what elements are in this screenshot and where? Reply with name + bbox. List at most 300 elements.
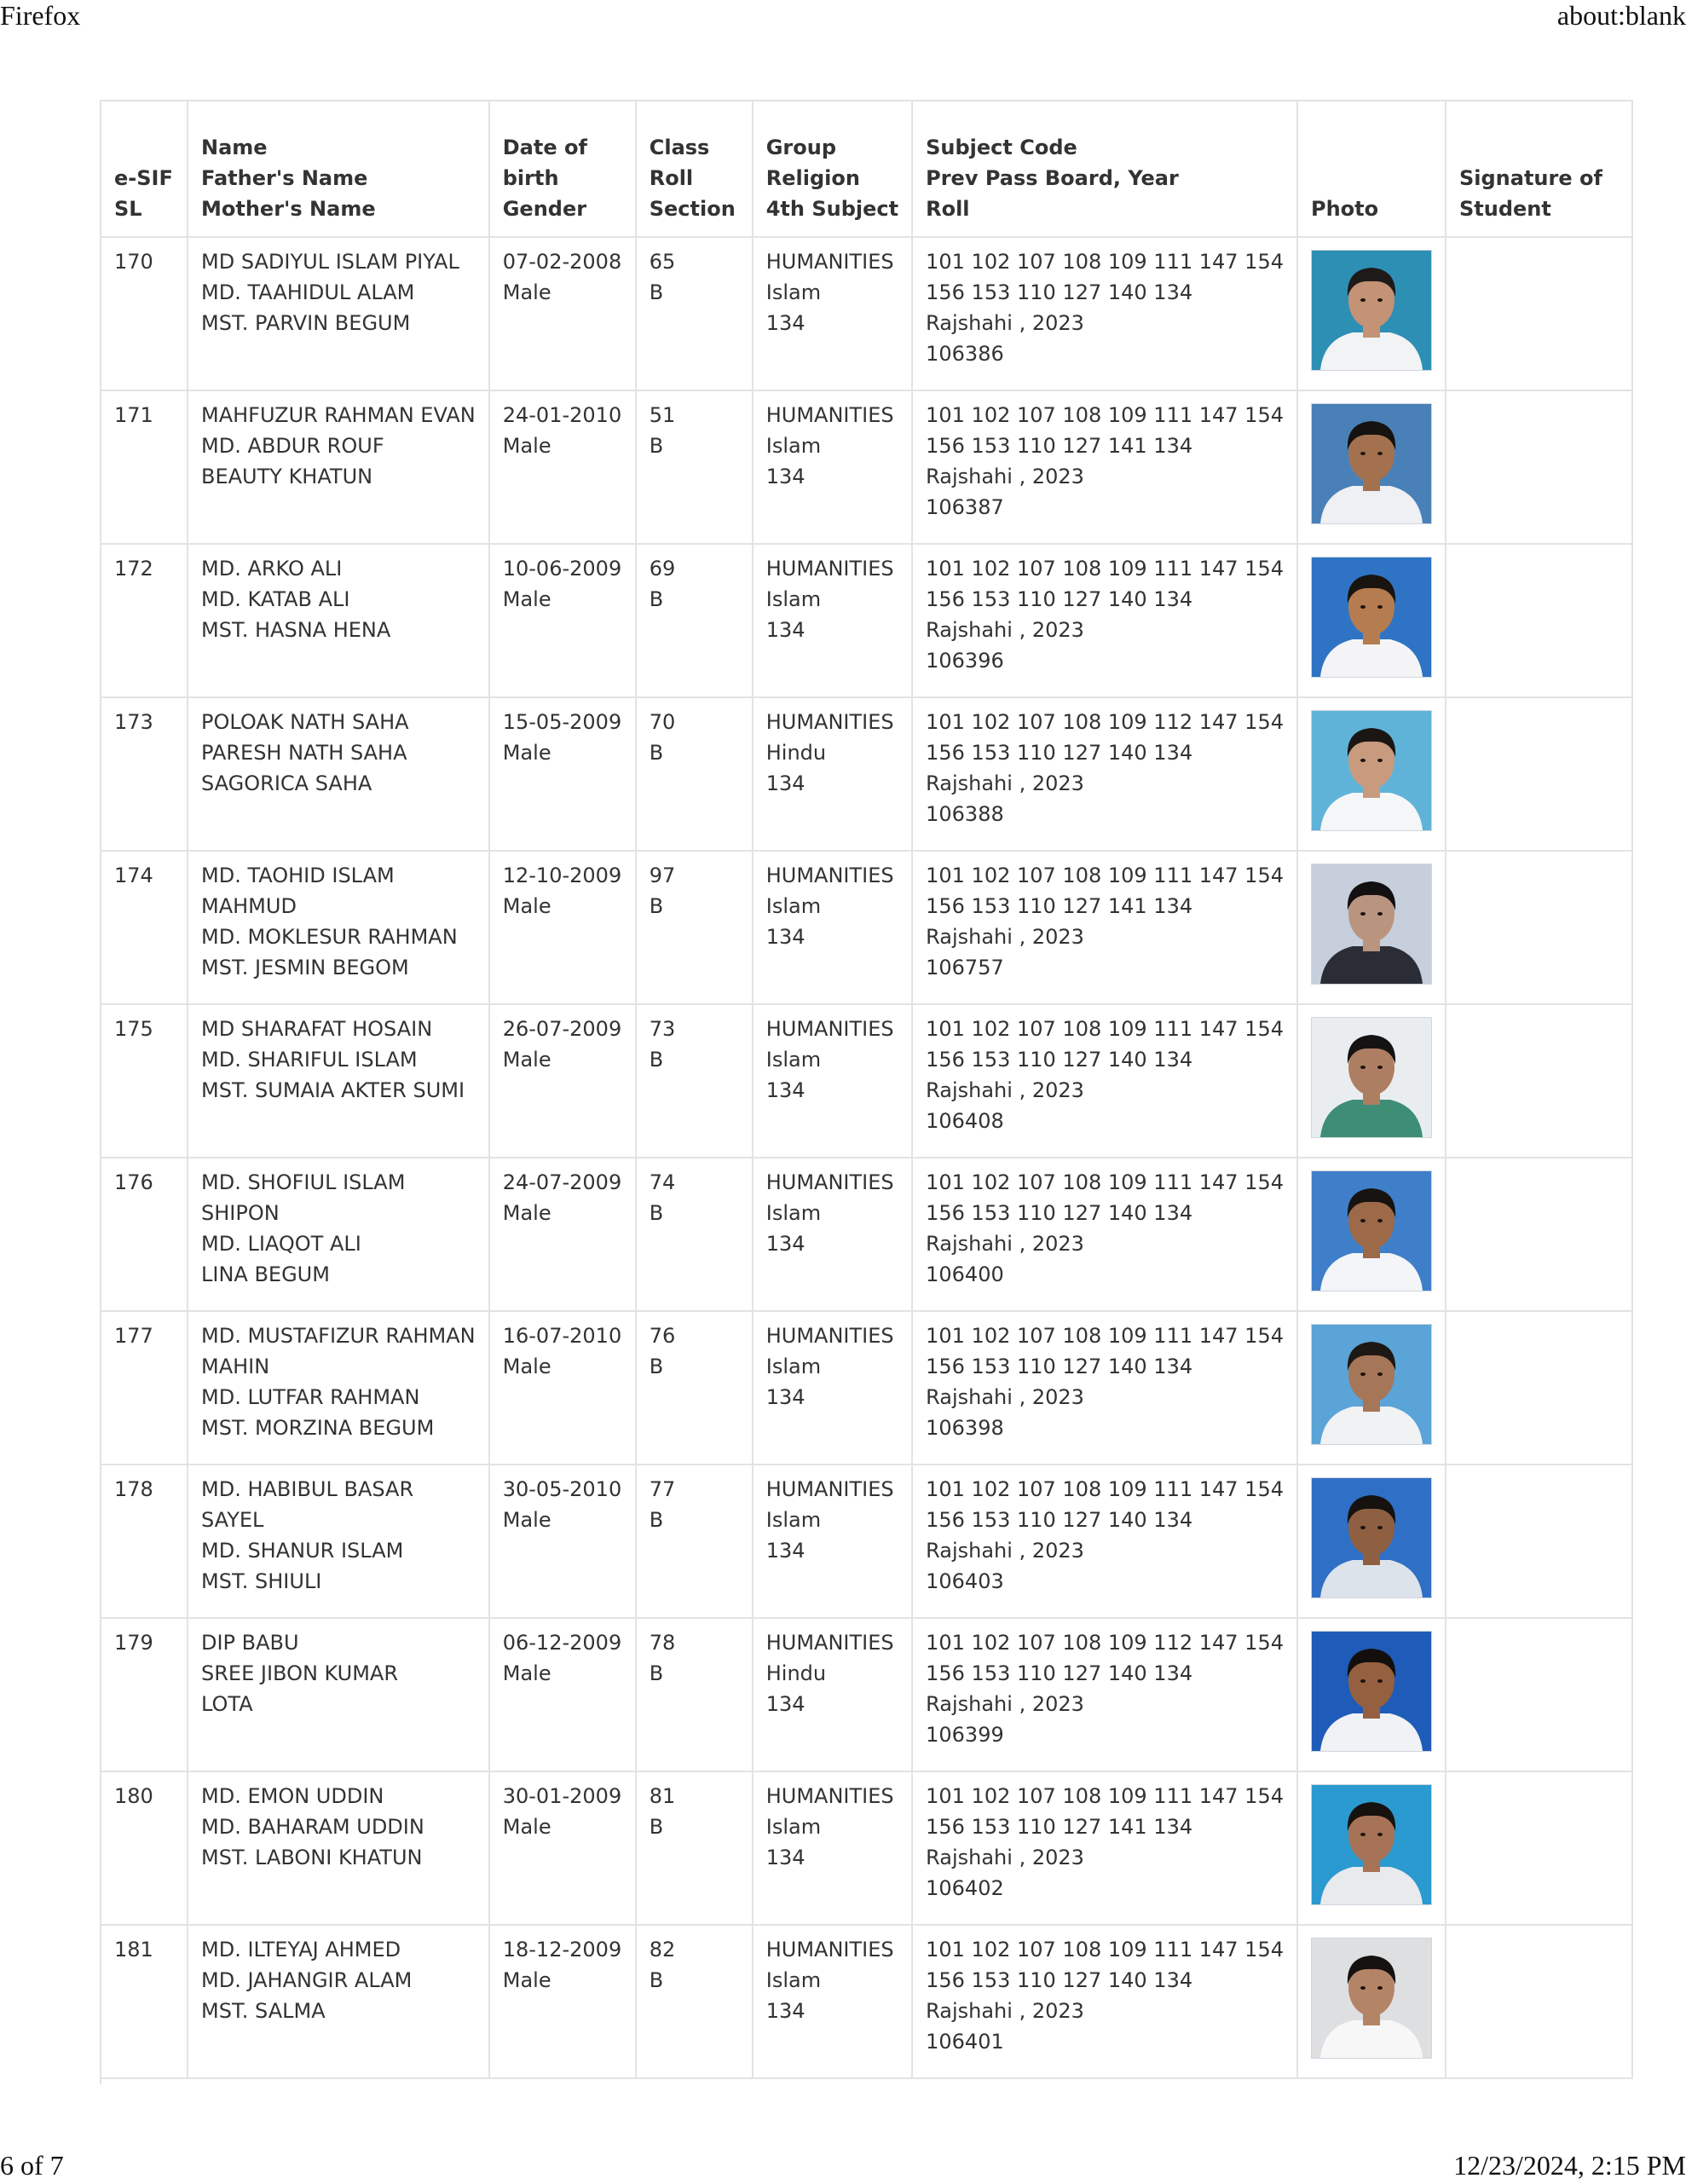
photo-cell: [1297, 1925, 1446, 2078]
subject-board-cell: [912, 1311, 1297, 1465]
student-name: MD SADIYUL ISLAM PIYAL: [201, 250, 459, 274]
student-name: MD. MUSTAFIZUR RAHMAN: [201, 1324, 476, 1348]
father-name: MD. KATAB ALI: [201, 587, 350, 611]
mother-name: MST. SALMA: [201, 1999, 326, 2023]
header-label: Group: [765, 136, 837, 159]
gender: Male: [502, 741, 551, 765]
group: HUMANITIES: [765, 1631, 894, 1655]
group-cell: [753, 1618, 912, 1771]
photo-left-eye: [1360, 298, 1366, 302]
photo-left-eye: [1360, 1066, 1366, 1069]
subject-board-cell: [912, 851, 1297, 1004]
photo-right-eye: [1377, 1066, 1383, 1069]
father-name: MD. LIAQOT ALI: [201, 1232, 361, 1256]
group: HUMANITIES: [765, 250, 894, 274]
serial-cell: [101, 390, 188, 544]
portrait-image: [1312, 1785, 1431, 1904]
serial-number: 170: [114, 250, 153, 274]
dob-gender-cell: [489, 1158, 636, 1311]
prev-roll: 106396: [926, 649, 1004, 673]
photo-right-eye: [1377, 1219, 1383, 1222]
prev-roll: 106402: [926, 1876, 1004, 1900]
class-roll: 76: [649, 1324, 676, 1348]
header-signature: [1446, 101, 1632, 237]
names-cell: [188, 1158, 489, 1311]
mother-name: MST. PARVIN BEGUM: [201, 311, 411, 335]
prev-roll: 106387: [926, 495, 1004, 519]
table-header-row: [101, 101, 1632, 237]
signature-cell: [1446, 1925, 1632, 2078]
header-label: Roll: [926, 197, 970, 221]
student-name: POLOAK NATH SAHA: [201, 710, 409, 734]
portrait-image: [1312, 1478, 1431, 1598]
prev-pass-board-year: Rajshahi , 2023: [926, 1846, 1084, 1869]
photo-right-eye: [1377, 1833, 1383, 1836]
class-roll: 82: [649, 1938, 676, 1962]
class-roll: 78: [649, 1631, 676, 1655]
prev-roll: 106757: [926, 956, 1004, 979]
photo-left-eye: [1360, 1219, 1366, 1222]
photo-cell: [1297, 1311, 1446, 1465]
roll-section-cell: [636, 1158, 753, 1311]
signature-cell: [1446, 390, 1632, 544]
header-photo: [1297, 101, 1446, 237]
photo-cell: [1297, 390, 1446, 544]
dob-gender-cell: [489, 1465, 636, 1618]
class-roll: 77: [649, 1477, 676, 1501]
subject-codes: 156 153 110 127 141 134: [926, 1815, 1193, 1839]
signature-cell: [1446, 1618, 1632, 1771]
photo-cell: [1297, 1158, 1446, 1311]
date-of-birth: 12-10-2009: [502, 864, 622, 887]
mother-name: BEAUTY KHATUN: [201, 465, 373, 488]
header-label: Prev Pass Board, Year: [926, 166, 1179, 190]
table-row: [101, 544, 1632, 697]
subject-codes: 101 102 107 108 109 111 147 154: [926, 250, 1284, 274]
subject-board-cell: [912, 1925, 1297, 2078]
religion: Islam: [765, 1968, 822, 1992]
date-of-birth: 10-06-2009: [502, 557, 622, 581]
group: HUMANITIES: [765, 864, 894, 887]
fourth-subject: 134: [765, 771, 805, 795]
serial-cell: [101, 1465, 188, 1618]
group-cell: [753, 697, 912, 851]
header-label: Subject Code: [926, 136, 1077, 159]
prev-roll: 106386: [926, 342, 1004, 366]
roll-section-cell: [636, 544, 753, 697]
group-cell: [753, 1771, 912, 1925]
names-cell: [188, 237, 489, 390]
section: B: [649, 894, 664, 918]
student-photo: [1311, 1170, 1432, 1291]
names-cell: [188, 1311, 489, 1465]
mother-name: MST. LABONI KHATUN: [201, 1846, 423, 1869]
header-group-religion-subject: [753, 101, 912, 237]
prev-pass-board-year: Rajshahi , 2023: [926, 1078, 1084, 1102]
fourth-subject: 134: [765, 1539, 805, 1563]
subject-codes: 156 153 110 127 140 134: [926, 587, 1193, 611]
student-photo: [1311, 557, 1432, 678]
table-row: [101, 237, 1632, 390]
gender: Male: [502, 280, 551, 304]
subject-board-cell: [912, 544, 1297, 697]
subject-codes: 101 102 107 108 109 111 147 154: [926, 1784, 1284, 1808]
father-name: PARESH NATH SAHA: [201, 741, 407, 765]
date-of-birth: 15-05-2009: [502, 710, 622, 734]
date-of-birth: 07-02-2008: [502, 250, 622, 274]
table-row: [101, 1925, 1632, 2078]
header-label: Date of: [502, 136, 587, 159]
section: B: [649, 1201, 664, 1225]
signature-cell: [1446, 544, 1632, 697]
date-of-birth: 24-07-2009: [502, 1170, 622, 1194]
subject-codes: 101 102 107 108 109 111 147 154: [926, 1938, 1284, 1962]
prev-pass-board-year: Rajshahi , 2023: [926, 1539, 1084, 1563]
header-label: Name: [201, 136, 268, 159]
header-class-roll-section: [636, 101, 753, 237]
photo-right-eye: [1377, 1526, 1383, 1529]
signature-cell: [1446, 697, 1632, 851]
prev-roll: 106398: [926, 1416, 1004, 1440]
subject-codes: 101 102 107 108 109 112 147 154: [926, 710, 1284, 734]
mother-name: SAGORICA SAHA: [201, 771, 372, 795]
group-cell: [753, 1311, 912, 1465]
photo-left-eye: [1360, 912, 1366, 916]
photo-cell: [1297, 697, 1446, 851]
names-cell: [188, 1771, 489, 1925]
photo-right-eye: [1377, 605, 1383, 609]
father-name: MD. TAAHIDUL ALAM: [201, 280, 415, 304]
religion: Islam: [765, 434, 822, 458]
photo-right-eye: [1377, 1372, 1383, 1376]
fourth-subject: 134: [765, 1385, 805, 1409]
section: B: [649, 434, 664, 458]
photo-cell: [1297, 544, 1446, 697]
serial-number: 177: [114, 1324, 153, 1348]
photo-left-eye: [1360, 1526, 1366, 1529]
group: HUMANITIES: [765, 1324, 894, 1348]
roll-section-cell: [636, 851, 753, 1004]
browser-name: Firefox: [0, 0, 81, 31]
portrait-image: [1312, 251, 1431, 370]
fourth-subject: 134: [765, 1846, 805, 1869]
class-roll: 73: [649, 1017, 676, 1041]
subject-board-cell: [912, 1004, 1297, 1158]
header-label: Student: [1458, 197, 1551, 221]
header-label: Signature of: [1458, 166, 1602, 190]
prev-pass-board-year: Rajshahi , 2023: [926, 771, 1084, 795]
table-row: [101, 1618, 1632, 1771]
subject-board-cell: [912, 697, 1297, 851]
section: B: [649, 1661, 664, 1685]
religion: Islam: [765, 1201, 822, 1225]
table-edge-continuation: [100, 2008, 101, 2084]
subject-codes: 156 153 110 127 140 134: [926, 1201, 1193, 1225]
photo-left-eye: [1360, 1986, 1366, 1990]
dob-gender-cell: [489, 1311, 636, 1465]
header-label: 4th Subject: [765, 197, 899, 221]
group: HUMANITIES: [765, 557, 894, 581]
section: B: [649, 587, 664, 611]
header-label: Gender: [502, 197, 587, 221]
signature-cell: [1446, 1311, 1632, 1465]
student-photo: [1311, 250, 1432, 371]
photo-cell: [1297, 1465, 1446, 1618]
header-label: birth: [502, 166, 559, 190]
subject-codes: 101 102 107 108 109 111 147 154: [926, 1324, 1284, 1348]
subject-codes: 156 153 110 127 141 134: [926, 434, 1193, 458]
portrait-image: [1312, 1171, 1431, 1291]
mother-name: MST. JESMIN BEGOM: [201, 956, 409, 979]
table-row: [101, 1771, 1632, 1925]
header-label: SL: [114, 197, 142, 221]
religion: Islam: [765, 280, 822, 304]
date-of-birth: 30-01-2009: [502, 1784, 622, 1808]
photo-cell: [1297, 1004, 1446, 1158]
names-cell: [188, 1618, 489, 1771]
date-of-birth: 18-12-2009: [502, 1938, 622, 1962]
religion: Hindu: [765, 1661, 827, 1685]
roll-section-cell: [636, 1618, 753, 1771]
signature-cell: [1446, 1158, 1632, 1311]
fourth-subject: 134: [765, 1692, 805, 1716]
subject-codes: 101 102 107 108 109 111 147 154: [926, 1170, 1284, 1194]
signature-cell: [1446, 237, 1632, 390]
date-of-birth: 26-07-2009: [502, 1017, 622, 1041]
gender: Male: [502, 894, 551, 918]
serial-cell: [101, 697, 188, 851]
mother-name: LOTA: [201, 1692, 253, 1716]
class-roll: 69: [649, 557, 676, 581]
gender: Male: [502, 1661, 551, 1685]
header-label: Mother's Name: [201, 197, 376, 221]
serial-number: 172: [114, 557, 153, 581]
subject-codes: 101 102 107 108 109 111 147 154: [926, 403, 1284, 427]
names-cell: [188, 390, 489, 544]
father-name: SREE JIBON KUMAR: [201, 1661, 398, 1685]
class-roll: 65: [649, 250, 676, 274]
section: B: [649, 1815, 664, 1839]
portrait-image: [1312, 1938, 1431, 2058]
print-timestamp: 12/23/2024, 2:15 PM: [1453, 2150, 1686, 2181]
serial-number: 180: [114, 1784, 153, 1808]
table-row: [101, 1004, 1632, 1158]
dob-gender-cell: [489, 544, 636, 697]
date-of-birth: 16-07-2010: [502, 1324, 622, 1348]
group: HUMANITIES: [765, 710, 894, 734]
dob-gender-cell: [489, 1771, 636, 1925]
serial-cell: [101, 1618, 188, 1771]
religion: Islam: [765, 1355, 822, 1378]
dob-gender-cell: [489, 697, 636, 851]
subject-codes: 156 153 110 127 140 134: [926, 1661, 1193, 1685]
prev-pass-board-year: Rajshahi , 2023: [926, 1232, 1084, 1256]
section: B: [649, 741, 664, 765]
subject-codes: 156 153 110 127 140 134: [926, 1048, 1193, 1072]
gender: Male: [502, 1815, 551, 1839]
roll-section-cell: [636, 390, 753, 544]
class-roll: 81: [649, 1784, 676, 1808]
student-name: DIP BABU: [201, 1631, 299, 1655]
portrait-image: [1312, 1018, 1431, 1137]
header-label: Photo: [1310, 197, 1379, 221]
photo-cell: [1297, 1771, 1446, 1925]
prev-roll: 106399: [926, 1723, 1004, 1747]
serial-cell: [101, 1004, 188, 1158]
class-roll: 97: [649, 864, 676, 887]
portrait-image: [1312, 1632, 1431, 1751]
student-photo: [1311, 710, 1432, 831]
serial-number: 181: [114, 1938, 153, 1962]
student-name: MD. ARKO ALI: [201, 557, 343, 581]
prev-pass-board-year: Rajshahi , 2023: [926, 311, 1084, 335]
serial-cell: [101, 1925, 188, 2078]
photo-right-eye: [1377, 759, 1383, 762]
roll-section-cell: [636, 1465, 753, 1618]
student-name: MD. ILTEYAJ AHMED: [201, 1938, 401, 1962]
group-cell: [753, 1925, 912, 2078]
student-photo: [1311, 864, 1432, 985]
student-photo: [1311, 403, 1432, 524]
prev-roll: 106408: [926, 1109, 1004, 1133]
student-photo: [1311, 1784, 1432, 1905]
group: HUMANITIES: [765, 1938, 894, 1962]
signature-cell: [1446, 1771, 1632, 1925]
group: HUMANITIES: [765, 1477, 894, 1501]
names-cell: [188, 1004, 489, 1158]
student-name: MD. EMON UDDIN: [201, 1784, 384, 1808]
student-name: MD. HABIBUL BASAR: [201, 1477, 414, 1501]
group-cell: [753, 1465, 912, 1618]
subject-codes: 156 153 110 127 140 134: [926, 741, 1193, 765]
subject-board-cell: [912, 1465, 1297, 1618]
dob-gender-cell: [489, 1925, 636, 2078]
subject-codes: 156 153 110 127 140 134: [926, 1508, 1193, 1532]
dob-gender-cell: [489, 1004, 636, 1158]
student-photo: [1311, 1631, 1432, 1752]
prev-pass-board-year: Rajshahi , 2023: [926, 1999, 1084, 2023]
class-roll: 70: [649, 710, 676, 734]
subject-codes: 101 102 107 108 109 111 147 154: [926, 1017, 1284, 1041]
portrait-image: [1312, 558, 1431, 677]
table-row: [101, 1465, 1632, 1618]
subject-board-cell: [912, 1618, 1297, 1771]
date-of-birth: 30-05-2010: [502, 1477, 622, 1501]
photo-left-eye: [1360, 1679, 1366, 1683]
student-name-cont: SHIPON: [201, 1201, 280, 1225]
student-roster-table: [100, 100, 1633, 2079]
subject-codes: 156 153 110 127 140 134: [926, 1968, 1193, 1992]
photo-left-eye: [1360, 759, 1366, 762]
mother-name: MST. HASNA HENA: [201, 618, 391, 642]
table-row: [101, 390, 1632, 544]
table-row: [101, 851, 1632, 1004]
dob-gender-cell: [489, 237, 636, 390]
religion: Islam: [765, 894, 822, 918]
serial-number: 171: [114, 403, 153, 427]
prev-roll: 106400: [926, 1262, 1004, 1286]
subject-codes: 101 102 107 108 109 112 147 154: [926, 1631, 1284, 1655]
header-label: Class: [649, 136, 710, 159]
roll-section-cell: [636, 1311, 753, 1465]
group-cell: [753, 390, 912, 544]
photo-left-eye: [1360, 1372, 1366, 1376]
roll-section-cell: [636, 697, 753, 851]
prev-roll: 106401: [926, 2030, 1004, 2054]
group-cell: [753, 544, 912, 697]
table-row: [101, 1158, 1632, 1311]
page-url: about:blank: [1556, 0, 1686, 31]
section: B: [649, 1968, 664, 1992]
names-cell: [188, 1465, 489, 1618]
group: HUMANITIES: [765, 1784, 894, 1808]
student-name-cont: MAHIN: [201, 1355, 270, 1378]
prev-pass-board-year: Rajshahi , 2023: [926, 1692, 1084, 1716]
student-name: MD. SHOFIUL ISLAM: [201, 1170, 406, 1194]
religion: Islam: [765, 587, 822, 611]
header-label: Father's Name: [201, 166, 368, 190]
religion: Islam: [765, 1815, 822, 1839]
subject-codes: 156 153 110 127 140 134: [926, 280, 1193, 304]
mother-name: MST. SHIULI: [201, 1569, 322, 1593]
photo-cell: [1297, 1618, 1446, 1771]
subject-board-cell: [912, 390, 1297, 544]
roll-section-cell: [636, 1004, 753, 1158]
photo-right-eye: [1377, 1679, 1383, 1683]
prev-roll: 106403: [926, 1569, 1004, 1593]
header-names: [188, 101, 489, 237]
names-cell: [188, 851, 489, 1004]
father-name: MD. MOKLESUR RAHMAN: [201, 925, 458, 949]
subject-board-cell: [912, 1771, 1297, 1925]
photo-right-eye: [1377, 1986, 1383, 1990]
group-cell: [753, 237, 912, 390]
subject-codes: 156 153 110 127 140 134: [926, 1355, 1193, 1378]
religion: Islam: [765, 1508, 822, 1532]
date-of-birth: 06-12-2009: [502, 1631, 622, 1655]
serial-number: 179: [114, 1631, 153, 1655]
serial-number: 174: [114, 864, 153, 887]
print-header: [0, 0, 1686, 34]
section: B: [649, 1508, 664, 1532]
section: B: [649, 280, 664, 304]
serial-cell: [101, 1158, 188, 1311]
section: B: [649, 1355, 664, 1378]
dob-gender-cell: [489, 851, 636, 1004]
names-cell: [188, 697, 489, 851]
header-label: Section: [649, 197, 736, 221]
gender: Male: [502, 1048, 551, 1072]
student-photo: [1311, 1324, 1432, 1445]
group-cell: [753, 1004, 912, 1158]
class-roll: 74: [649, 1170, 676, 1194]
class-roll: 51: [649, 403, 676, 427]
subject-codes: 156 153 110 127 141 134: [926, 894, 1193, 918]
student-photo: [1311, 1938, 1432, 2059]
father-name: MD. JAHANGIR ALAM: [201, 1968, 413, 1992]
portrait-image: [1312, 711, 1431, 830]
header-label: Religion: [765, 166, 860, 190]
table-row: [101, 697, 1632, 851]
roll-section-cell: [636, 1771, 753, 1925]
section: B: [649, 1048, 664, 1072]
dob-gender-cell: [489, 1618, 636, 1771]
table-row: [101, 1311, 1632, 1465]
names-cell: [188, 544, 489, 697]
portrait-image: [1312, 404, 1431, 523]
prev-pass-board-year: Rajshahi , 2023: [926, 1385, 1084, 1409]
student-name: MD. TAOHID ISLAM: [201, 864, 395, 887]
